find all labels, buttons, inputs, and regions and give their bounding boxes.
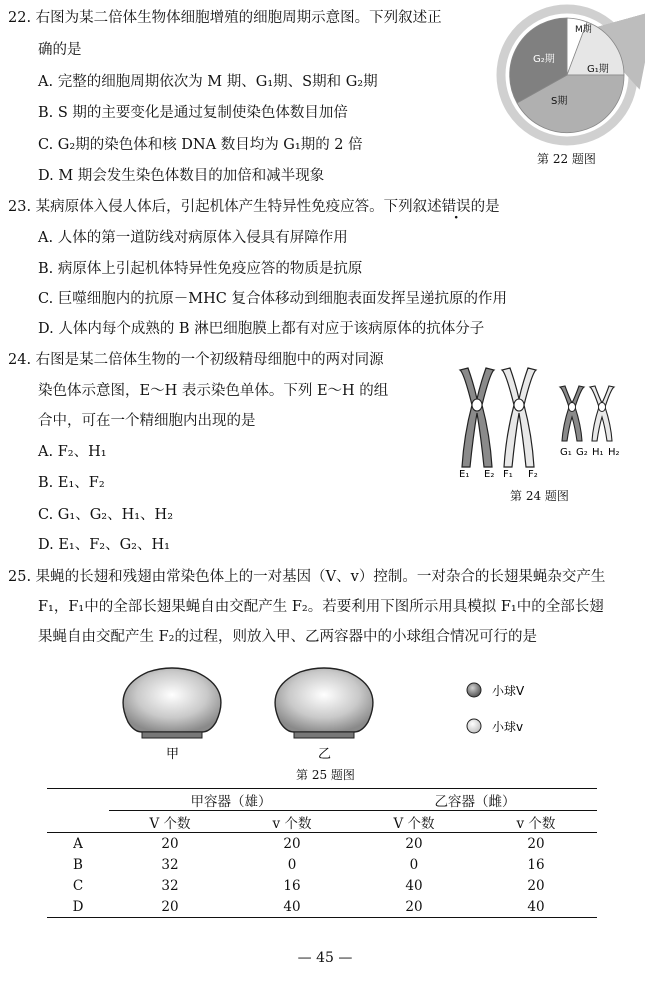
q23-option-b: B. 病原体上引起机体特异性免疫应答的物质是抗原: [38, 261, 363, 277]
container-jia: [123, 668, 221, 738]
table-cell: 20: [405, 835, 423, 852]
chromosome-h: [590, 386, 614, 441]
legend-ball-small-v: 小球v: [492, 720, 524, 734]
q23-option-c: C. 巨噬细胞内的抗原－MHC 复合体移动到细胞表面发挥呈递抗原的作用: [38, 291, 507, 307]
q22-stem-line1: 22. 右图为某二倍体生物体细胞增殖的细胞周期示意图。下列叙述正: [8, 10, 442, 26]
q23-stem: [8, 197, 500, 217]
table-row: [47, 896, 597, 918]
label-e1: E₁: [459, 469, 470, 480]
m-phase-label: M期: [575, 25, 592, 35]
label-e2: E₂: [484, 469, 495, 480]
legend-ball-v: 小球V: [492, 684, 525, 698]
q23-stem-pre: 23. 某病原体入侵人体后，引起机体产生特异性免疫应答。下列叙述: [8, 199, 442, 215]
q24-stem-line3: 合中，可在一个精细胞内出现的是: [38, 413, 256, 429]
table-cell: 20: [405, 898, 423, 915]
q24-option-d: D. E₁、F₂、G₂、H₁: [38, 537, 170, 553]
table-row: [47, 854, 597, 875]
page-number: — 45 —: [297, 950, 353, 966]
q22-option-c: C. G₂期的染色体和核 DNA 数目均为 G₁期的 2 倍: [38, 137, 363, 153]
q24-option-b: B. E₁、F₂: [38, 475, 105, 491]
q24-stem-line2: 染色体示意图，E～H 表示染色单体。下列 E～H 的组: [38, 383, 389, 399]
q22-option-a: A. 完整的细胞周期依次为 M 期、G₁期、S期和 G₂期: [38, 74, 378, 90]
container-jia-label: 甲: [166, 747, 180, 762]
containers-diagram: [110, 660, 550, 770]
q23-stem-post: 的是: [470, 199, 500, 215]
q23-option-a: A. 人体的第一道防线对病原体入侵具有屏障作用: [38, 230, 348, 246]
table-group-header: [47, 789, 597, 811]
table-row: [47, 875, 597, 896]
table-cell: 32: [161, 856, 179, 873]
q22-stem-line2: 确的是: [38, 42, 82, 58]
row-label: D: [72, 898, 84, 915]
q24-option-c: C. G₁、G₂、H₁、H₂: [38, 507, 174, 523]
sub-header: v 个数: [516, 815, 556, 832]
table-cell: 16: [527, 856, 545, 873]
table-cell: 20: [527, 877, 545, 894]
table-cell: 40: [283, 898, 301, 915]
table-cell: 40: [527, 898, 545, 915]
table-row: [47, 833, 597, 855]
q23-stem-emphasis: 错误: [441, 199, 471, 215]
container-yi-label: 乙: [318, 747, 332, 762]
sub-header: V 个数: [149, 815, 191, 832]
group-header-jia: 甲容器（雄）: [109, 789, 353, 811]
row-label: A: [73, 835, 83, 852]
q25-stem-line2: F₁，F₁中的全部长翅果蝇自由交配产生 F₂。若要利用下图所示用具模拟 F₁中的全部长翅: [38, 599, 604, 615]
chromosome-f: [502, 368, 536, 467]
label-g2: G₂: [576, 447, 588, 458]
q22-option-d: D. M 期会发生染色体数目的加倍和减半现象: [38, 168, 325, 184]
table-cell: 16: [283, 877, 301, 894]
q22-figure-caption: 第 22 题图: [537, 152, 596, 166]
table-sub-header: [47, 811, 597, 833]
q24-option-a: A. F₂、H₁: [38, 444, 107, 460]
q25-stem-line3: 果蝇自由交配产生 F₂的过程，则放入甲、乙两容器中的小球组合情况可行的是: [38, 629, 537, 645]
ball-small-v-icon: [467, 719, 481, 733]
label-g1: G₁: [560, 447, 572, 458]
sub-header: V 个数: [393, 815, 435, 832]
q24-figure-caption: 第 24 题图: [510, 489, 569, 503]
ball-big-v-icon: [467, 683, 481, 697]
q25-options-table: [47, 788, 597, 918]
q25-stem-line1: 25. 果蝇的长翅和残翅由常染色体上的一对基因（V、v）控制。一对杂合的长翅果蝇杂交产生: [8, 569, 606, 585]
chromosome-g: [560, 386, 584, 441]
chromosome-e: [460, 368, 494, 467]
table-cell: 0: [287, 856, 297, 873]
label-h1: H₁: [592, 447, 604, 458]
row-label: C: [72, 877, 84, 894]
table-cell: 20: [283, 835, 301, 852]
label-f2: F₂: [528, 469, 538, 480]
group-header-yi: 乙容器（雌）: [353, 789, 597, 811]
row-label: B: [73, 856, 83, 873]
label-f1: F₁: [503, 469, 513, 480]
table-cell: 32: [161, 877, 179, 894]
g1-phase-label: G₁期: [587, 64, 609, 75]
container-yi: [275, 668, 373, 738]
q25-figure-caption: 第 25 题图: [296, 768, 355, 782]
q22-option-b: B. S 期的主要变化是通过复制使染色体数目加倍: [38, 105, 348, 121]
chromosome-diagram: [450, 365, 645, 480]
g2-phase-label: G₂期: [533, 54, 555, 65]
table-cell: 40: [405, 877, 423, 894]
label-h2: H₂: [608, 447, 620, 458]
table-cell: 0: [409, 856, 419, 873]
q23-option-d: D. 人体内每个成熟的 B 淋巴细胞膜上都有对应于该病原体的抗体分子: [38, 321, 485, 337]
s-phase-label: S期: [551, 96, 568, 107]
table-cell: 20: [527, 835, 545, 852]
q24-stem-line1: 24. 右图是某二倍体生物的一个初级精母细胞中的两对同源: [8, 352, 384, 368]
cell-cycle-diagram: [495, 0, 645, 150]
table-cell: 20: [161, 898, 179, 915]
table-cell: 20: [161, 835, 179, 852]
sub-header: v 个数: [272, 815, 312, 832]
